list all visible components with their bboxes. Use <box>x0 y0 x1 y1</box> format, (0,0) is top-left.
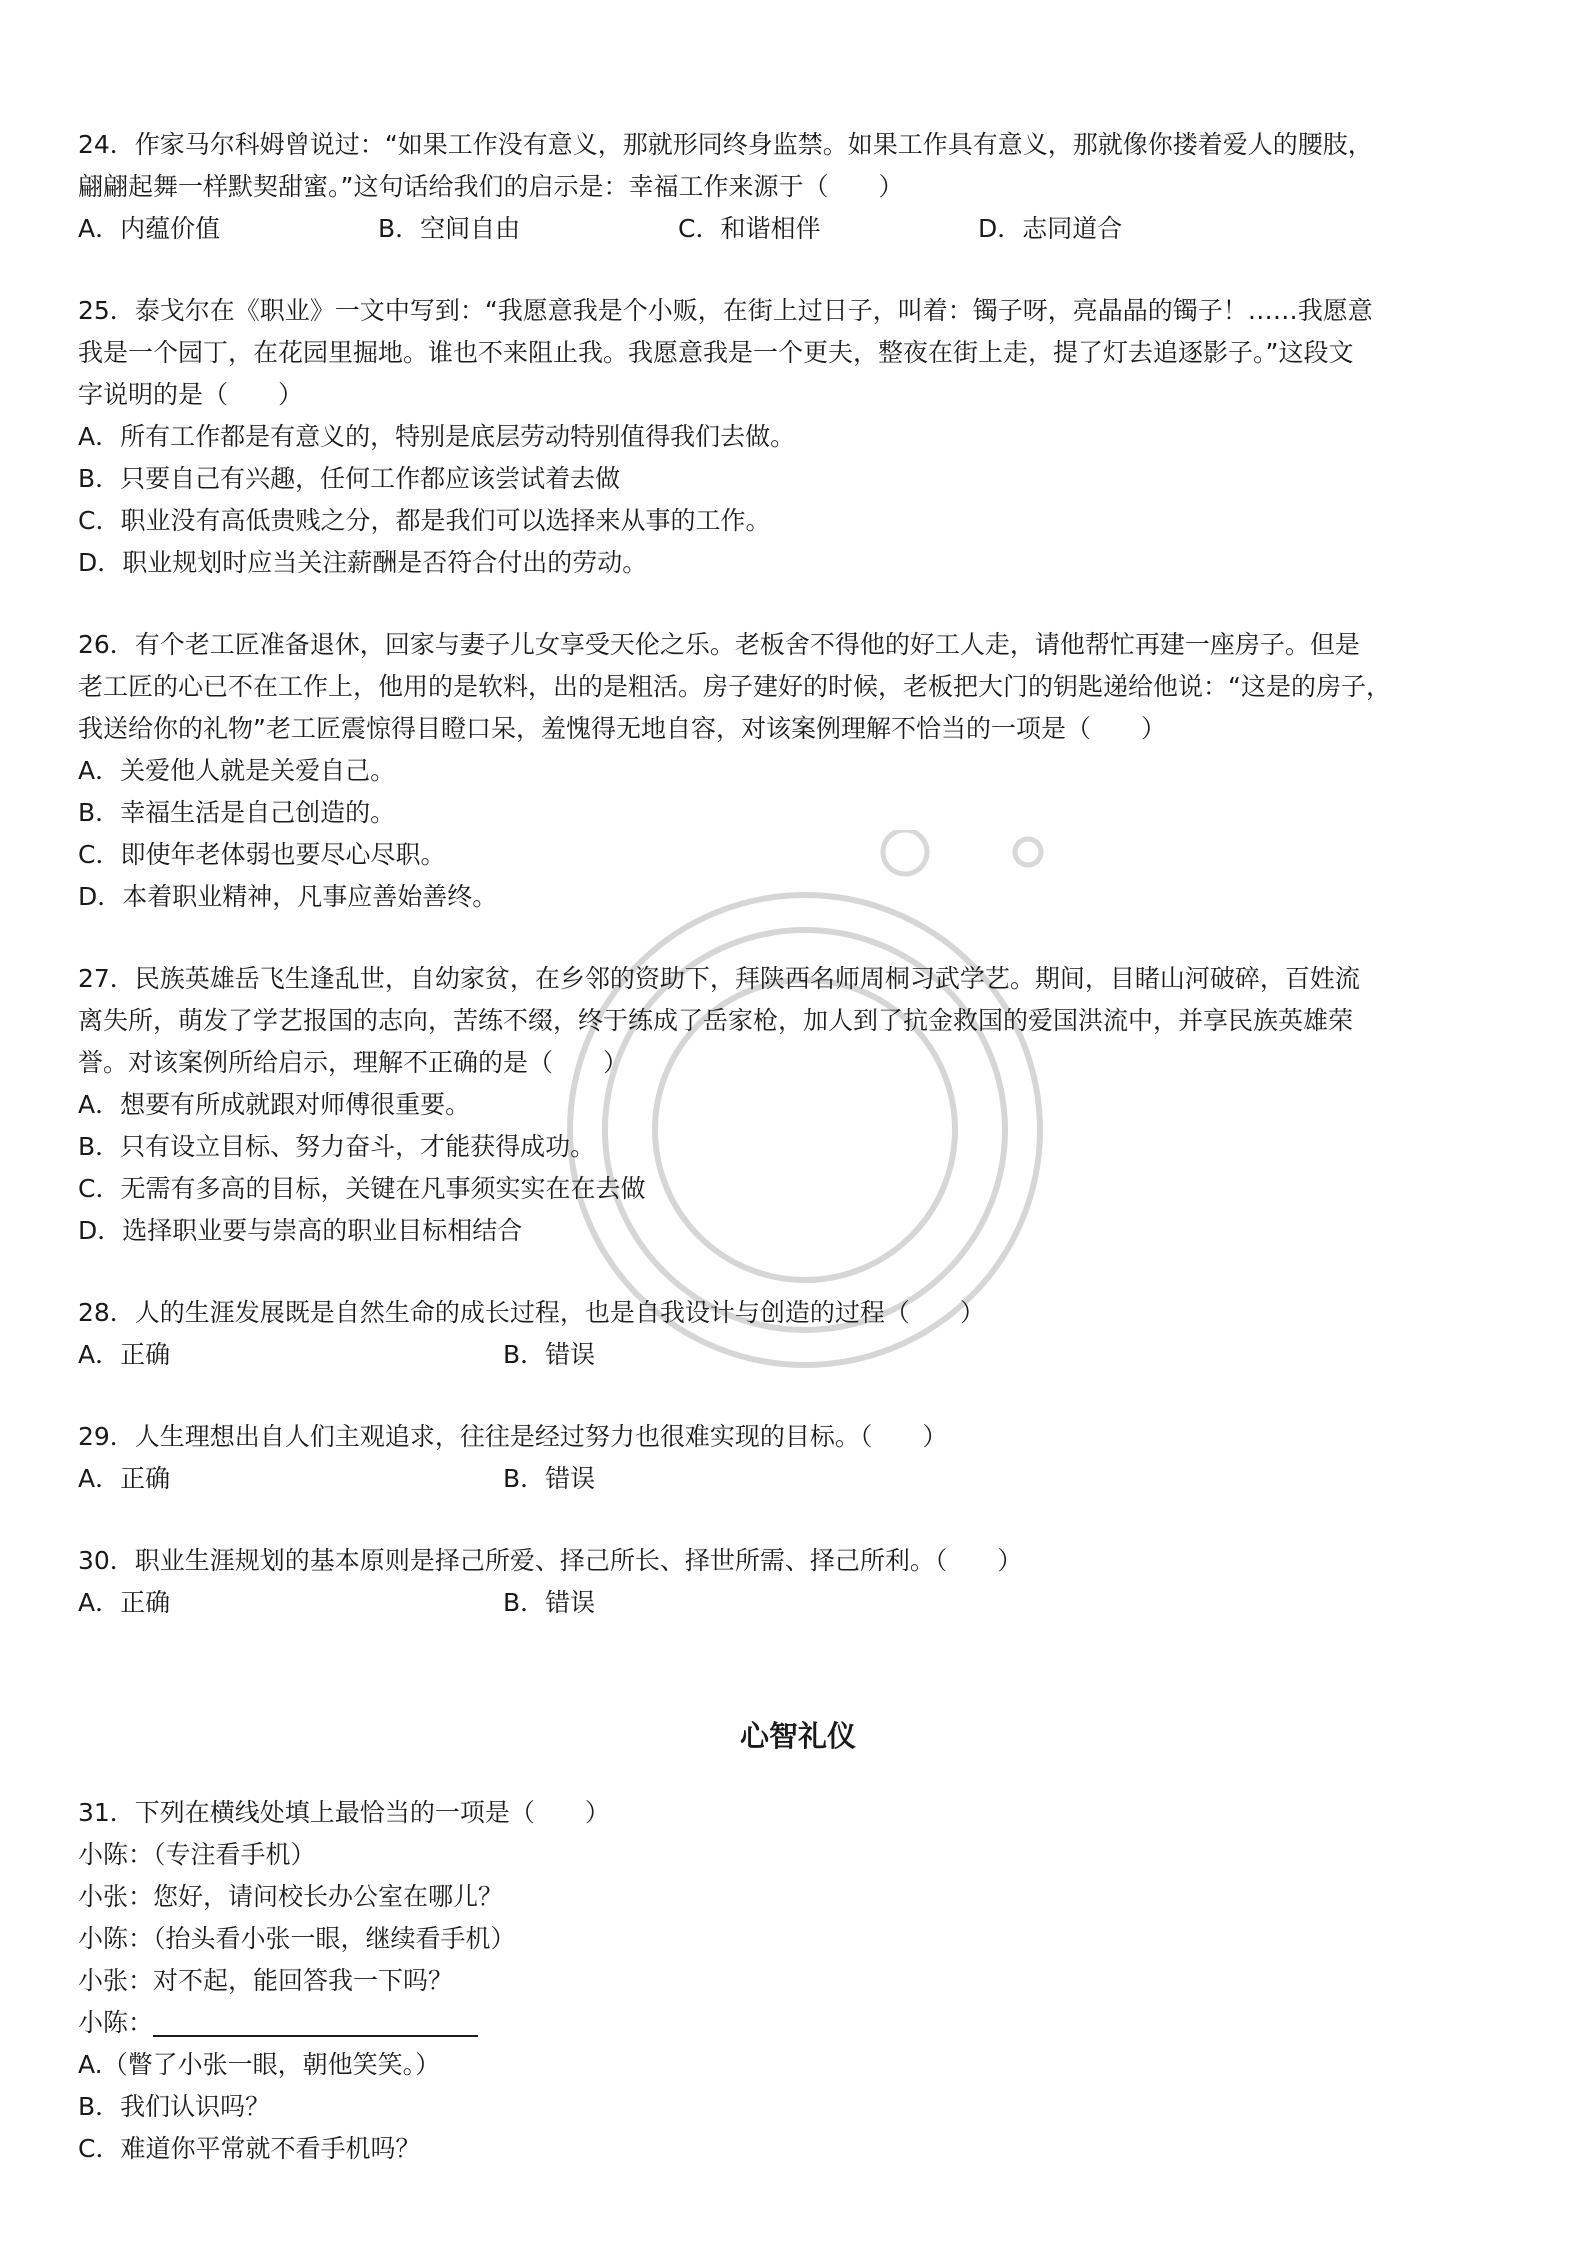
option-d[interactable]: D．选择职业要与崇高的职业目标相结合 <box>78 1216 523 1245</box>
question-25 <box>78 290 1518 584</box>
question-25-line-2: 我是一个园丁，在花园里掘地。谁也不来阻止我。我愿意我是一个更夫，整夜在街上走，提了灯去追逐影子。”这段文 <box>78 338 1354 367</box>
question-26-line-2: 老工匠的心已不在工作上，他用的是软料，出的是粗活。房子建好的时候，老板把大门的钥匙递给他说：“这是的房子， <box>78 672 1391 701</box>
question-30-line-1: 30．职业生涯规划的基本原则是择己所爱、择己所长、择世所需、择己所利。（ ） <box>78 1546 1023 1575</box>
fill-blank <box>153 2005 478 2037</box>
option-b[interactable]: B．错误 <box>503 1464 596 1493</box>
option-d[interactable]: D．本着职业精神，凡事应善始善终。 <box>78 882 498 911</box>
option-d[interactable]: D．职业规划时应当关注薪酬是否符合付出的劳动。 <box>78 548 648 577</box>
option-b[interactable]: B．我们认识吗？ <box>78 2092 271 2121</box>
option-b[interactable]: B．错误 <box>503 1588 596 1617</box>
question-26 <box>78 624 1518 918</box>
dialog-line-3: 小陈：（抬头看小张一眼，继续看手机） <box>78 1924 516 1953</box>
section-title: 心智礼仪 <box>739 1719 856 1753</box>
question-29-options <box>78 1458 1518 1500</box>
question-27-line-1: 27．民族英雄岳飞生逢乱世，自幼家贫，在乡邻的资助下，拜陕西名师周桐习武学艺。期间，目睹山河破碎，百姓流 <box>78 964 1360 993</box>
option-a[interactable]: A．关爱他人就是关爱自己。 <box>78 756 396 785</box>
option-b[interactable]: B．只有设立目标、努力奋斗，才能获得成功。 <box>78 1132 596 1161</box>
option-a[interactable]: A．正确 <box>78 1464 171 1493</box>
question-26-line-3: 我送给你的礼物”老工匠震惊得目瞪口呆，羞愧得无地自容，对该案例理解不恰当的一项是（ ） <box>78 714 1166 743</box>
question-27-line-3: 誉。对该案例所给启示，理解不正确的是（ ） <box>78 1048 629 1077</box>
question-27-line-2: 离失所，萌发了学艺报国的志向，苦练不缀，终于练成了岳家枪，加人到了抗金救国的爱国洪流中，并享民族英雄荣 <box>78 1006 1354 1035</box>
option-c[interactable]: C．职业没有高低贵贱之分，都是我们可以选择来从事的工作。 <box>78 506 771 535</box>
option-a[interactable]: A．正确 <box>78 1340 171 1369</box>
dialog-blank-line <box>78 2002 1518 2044</box>
question-24-options <box>78 208 1518 250</box>
option-b[interactable]: B．只要自己有兴趣，任何工作都应该尝试着去做 <box>78 464 621 493</box>
dialog-line-2: 小张：您好，请问校长办公室在哪儿？ <box>78 1882 504 1911</box>
option-b[interactable]: B．幸福生活是自己创造的。 <box>78 798 396 827</box>
question-29-line-1: 29．人生理想出自人们主观追求，往往是经过努力也很难实现的目标。（ ） <box>78 1422 948 1451</box>
question-27 <box>78 958 1518 1252</box>
document-page <box>78 124 1518 2170</box>
question-31 <box>78 1792 1518 2170</box>
question-31-stem: 31．下列在横线处填上最恰当的一项是（ ） <box>78 1798 610 1827</box>
option-c[interactable]: C．即使年老体弱也要尽心尽职。 <box>78 840 446 869</box>
question-28 <box>78 1292 1518 1376</box>
question-30-options <box>78 1582 1518 1624</box>
question-30 <box>78 1540 1518 1624</box>
option-a[interactable]: A．所有工作都是有意义的，特别是底层劳动特别值得我们去做。 <box>78 422 796 451</box>
question-26-line-1: 26．有个老工匠准备退休，回家与妻子儿女享受天伦之乐。老板舍不得他的好工人走，请他帮忙再建一座房子。但是 <box>78 630 1360 659</box>
dialog-line-1: 小陈：（专注看手机） <box>78 1840 316 1869</box>
question-24-line-1: 24．作家马尔科姆曾说过：“如果工作没有意义，那就形同终身监禁。如果工作具有意义，那就像你搂着爱人的腰肢， <box>78 130 1373 159</box>
question-28-options <box>78 1334 1518 1376</box>
question-25-line-3: 字说明的是（ ） <box>78 380 304 409</box>
option-a[interactable]: A．想要有所成就跟对师傅很重要。 <box>78 1090 471 1119</box>
question-28-line-1: 28．人的生涯发展既是自然生命的成长过程，也是自我设计与创造的过程（ ） <box>78 1298 985 1327</box>
question-25-line-1: 25．泰戈尔在《职业》一文中写到：“我愿意我是个小贩，在街上过日子，叫着：镯子呀，亮晶晶的镯子！……我愿意 <box>78 296 1373 325</box>
question-24-line-2: 翩翩起舞一样默契甜蜜。”这句话给我们的启示是：幸福工作来源于（ ） <box>78 172 904 201</box>
option-b[interactable]: B．错误 <box>503 1340 596 1369</box>
dialog-line-4: 小张：对不起，能回答我一下吗？ <box>78 1966 454 1995</box>
question-24 <box>78 124 1518 250</box>
question-29 <box>78 1416 1518 1500</box>
option-a[interactable]: A．正确 <box>78 1588 171 1617</box>
option-b[interactable]: B．空间自由 <box>378 214 521 243</box>
option-c[interactable]: C．无需有多高的目标，关键在凡事须实实在在去做 <box>78 1174 646 1203</box>
option-a[interactable]: A.（瞥了小张一眼，朝他笑笑。） <box>78 2050 441 2079</box>
blank-prefix: 小陈： <box>78 2008 154 2037</box>
option-a[interactable]: A．内蕴价值 <box>78 214 221 243</box>
option-c[interactable]: C．和谐相伴 <box>678 214 821 243</box>
option-c[interactable]: C．难道你平常就不看手机吗？ <box>78 2134 421 2163</box>
option-d[interactable]: D．志同道合 <box>978 214 1123 243</box>
